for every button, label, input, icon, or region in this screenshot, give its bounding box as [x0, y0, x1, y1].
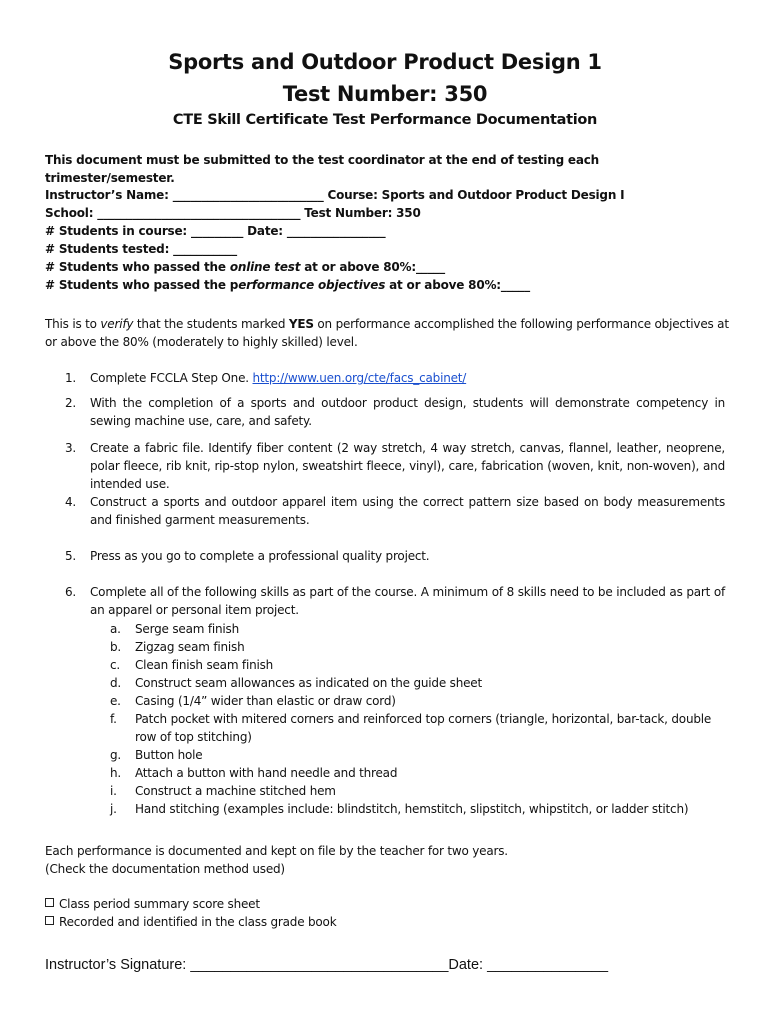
- skill-letter: j.: [110, 802, 117, 816]
- checkbox-label: Class period summary score sheet: [59, 897, 260, 911]
- facs-cabinet-link[interactable]: http://www.uen.org/cte/facs_cabinet/: [252, 371, 467, 385]
- instructor-course-field[interactable]: Instructor’s Name: __________________________ Course: Sports and Outdoor Product Design I: [45, 188, 625, 202]
- submission-instruction: This document must be submitted to the test coordinator at the end of testing each trimester/semester.: [45, 153, 600, 185]
- document-title: Sports and Outdoor Product Design 1: [168, 50, 602, 74]
- skill-letter: a.: [110, 622, 121, 636]
- documentation-note: [45, 842, 730, 878]
- skill-text: Zigzag seam finish: [135, 640, 245, 654]
- instructor-signature-line[interactable]: Instructor’s Signature: ________________________________Date: _______________: [45, 957, 609, 973]
- list-number: 4.: [65, 495, 77, 509]
- list-item-text: Construct a sports and outdoor apparel item using the correct pattern size based on body measurements and finished garment measurements.: [90, 495, 725, 527]
- skill-letter: c.: [110, 658, 121, 672]
- yes-emphasis: YES: [288, 317, 314, 331]
- documentation-method-checks: [45, 895, 730, 931]
- performance-objectives-emphasis: erformance objectives: [238, 278, 386, 292]
- passed-performance-label: # Students who passed the p: [45, 278, 239, 292]
- skill-text: Construct a machine stitched hem: [135, 784, 336, 798]
- skill-letter: e.: [110, 694, 121, 708]
- checkbox-label: Recorded and identified in the class grade book: [59, 915, 337, 929]
- skill-text: Serge seam finish: [135, 622, 239, 636]
- school-test-number-field[interactable]: School: ___________________________________ Test Number: 350: [45, 206, 421, 220]
- passed-online-blank: at or above 80%:_____: [300, 260, 445, 274]
- skill-letter: h.: [110, 766, 122, 780]
- list-item-text: Create a fabric file. Identify fiber content (2 way stretch, 4 way stretch, canvas, flannel, leather, neoprene, polar fleece, rib knit, rip-stop nylon, sweatshirt fleece, vinyl), care, fabrication (woven, knit, non-woven), and intended use.: [90, 441, 725, 491]
- online-test-emphasis: online test: [229, 260, 301, 274]
- students-in-course-field[interactable]: # Students in course: _________ Date: _________________: [45, 224, 386, 238]
- skill-text: Construct seam allowances as indicated on the guide sheet: [135, 676, 482, 690]
- verify-statement: [45, 315, 730, 351]
- list-item-text: With the completion of a sports and outdoor product design, students will demonstrate competency in sewing machine use, care, and safety.: [90, 396, 725, 428]
- skill-letter: i.: [110, 784, 117, 798]
- list-number: 5.: [65, 549, 77, 563]
- checkbox-summary-score-sheet[interactable]: [45, 895, 730, 913]
- passed-performance-field[interactable]: [45, 276, 730, 294]
- passed-online-label: # Students who passed the: [45, 260, 230, 274]
- test-number-title: Test Number: 350: [282, 82, 488, 106]
- checkbox-square-icon[interactable]: [45, 916, 54, 925]
- list-item-text: Press as you go to complete a professional quality project.: [90, 549, 430, 563]
- skill-text: Casing (1/4” wider than elastic or draw cord): [135, 694, 396, 708]
- passed-online-field[interactable]: [45, 258, 730, 276]
- skill-text: Patch pocket with mitered corners and reinforced top corners (triangle, horizontal, bar-tack, double row of top stitching): [135, 712, 712, 744]
- skill-text: Hand stitching (examples include: blindstitch, hemstitch, slipstitch, whipstitch, or ladder stitch): [135, 802, 689, 816]
- objective-text: Complete FCCLA Step One.: [90, 371, 253, 385]
- students-tested-field[interactable]: # Students tested: ___________: [45, 242, 237, 256]
- list-number: 2.: [65, 396, 77, 410]
- checkbox-class-grade-book[interactable]: [45, 913, 730, 931]
- skill-letter: f.: [110, 712, 117, 726]
- skill-text: Attach a button with hand needle and thread: [135, 766, 398, 780]
- documentation-line: Each performance is documented and kept on file by the teacher for two years.: [45, 844, 508, 858]
- list-item-text: [90, 369, 725, 387]
- document-subtitle: CTE Skill Certificate Test Performance Documentation: [172, 112, 598, 128]
- list-number: 1.: [65, 371, 77, 385]
- verify-text-b: that the students marked: [133, 317, 289, 331]
- list-number: 3.: [65, 441, 77, 455]
- verify-text-c: on performance accomplished the following performance objectives at or above the 80% (moderately to highly skilled) level.: [45, 317, 729, 349]
- list-item-text: Complete all of the following skills as part of the course. A minimum of 8 skills need to be included as part of an apparel or personal item project.: [90, 585, 725, 617]
- verify-emphasis: verify: [100, 317, 134, 331]
- skill-letter: b.: [110, 640, 122, 654]
- checkbox-square-icon[interactable]: [45, 898, 54, 907]
- list-number: 6.: [65, 585, 77, 599]
- info-fields: [45, 186, 730, 294]
- skill-letter: g.: [110, 748, 122, 762]
- passed-performance-blank: at or above 80%:_____: [385, 278, 530, 292]
- skill-letter: d.: [110, 676, 122, 690]
- skill-text: Clean finish seam finish: [135, 658, 274, 672]
- skill-text: Button hole: [135, 748, 203, 762]
- documentation-instruction: (Check the documentation method used): [45, 862, 285, 876]
- verify-text-a: This is to: [45, 317, 101, 331]
